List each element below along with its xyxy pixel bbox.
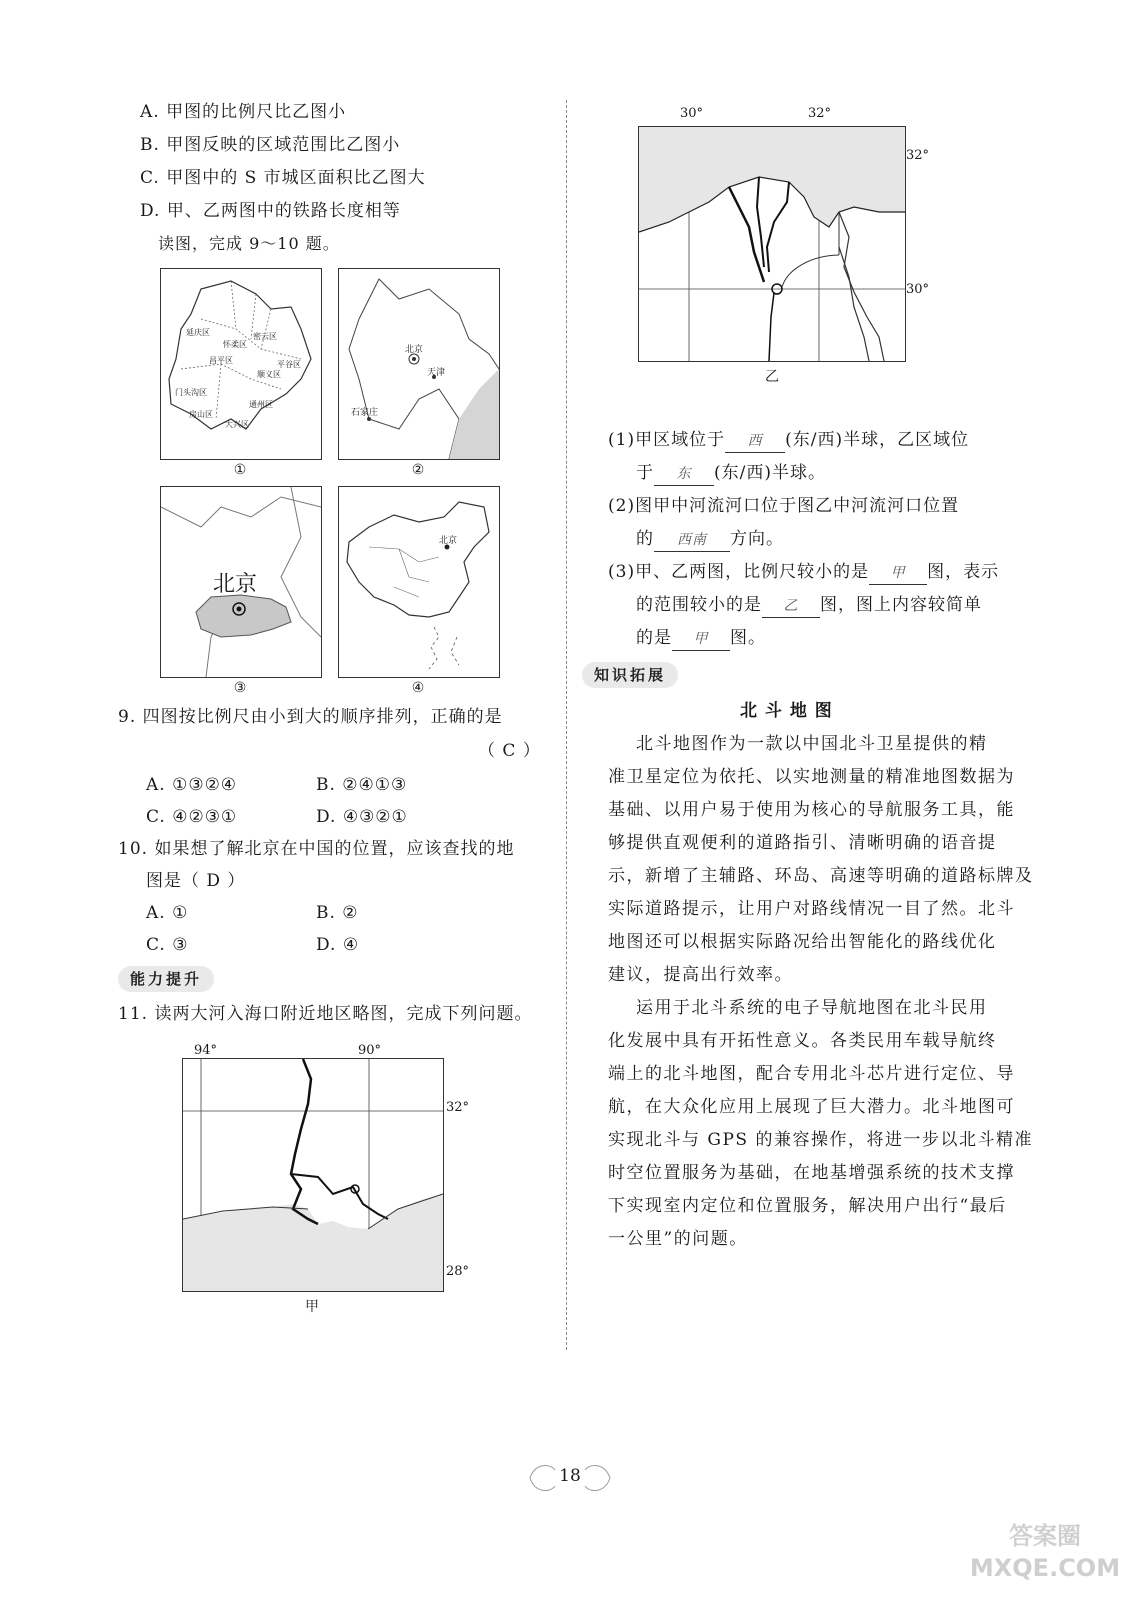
map-1-label: ① bbox=[233, 462, 247, 478]
section-knowledge-banner: 知识拓展 bbox=[582, 662, 678, 688]
district-fangshan: 房山区 bbox=[189, 410, 213, 419]
map-jia-lon-left: 94° bbox=[194, 1043, 218, 1058]
watermark: 答案圈 MXQE.COM bbox=[969, 1522, 1121, 1582]
page-number: 18 bbox=[559, 1466, 581, 1486]
q11-part-3-text-e: 的是 bbox=[636, 628, 672, 648]
q11-part-1-text-d: (东/西)半球。 bbox=[714, 463, 826, 483]
district-huairou: 怀柔区 bbox=[223, 340, 247, 349]
map-3-city-name: 北京 bbox=[213, 572, 258, 597]
article-title: 北 斗 地 图 bbox=[740, 701, 833, 721]
district-miyun: 密云区 bbox=[253, 332, 277, 341]
article-line-13: 实现北斗与 GPS 的兼容操作，将进一步以北斗精准 bbox=[608, 1130, 1033, 1150]
map-4-beijing: 北京 bbox=[439, 536, 458, 546]
district-tongzhou: 通州区 bbox=[249, 400, 273, 409]
q11-part-3-line-3 bbox=[636, 627, 766, 651]
place-shijiazhuang: 石家庄 bbox=[351, 408, 379, 418]
q9-option-b: B. ②④①③ bbox=[316, 775, 408, 795]
article-line-8: 建议，提高出行效率。 bbox=[608, 965, 793, 985]
article-line-1: 北斗地图作为一款以中国北斗卫星提供的精 bbox=[636, 734, 988, 754]
map-yi-lat-bottom: 30° bbox=[906, 282, 930, 297]
q11-part-1-line-1 bbox=[608, 429, 969, 453]
map-jia-lat-top: 32° bbox=[446, 1100, 470, 1115]
q10-option-d: D. ④ bbox=[316, 935, 360, 955]
column-divider bbox=[566, 100, 567, 1350]
q11-stem: 11. 读两大河入海口附近地区略图，完成下列问题。 bbox=[118, 1004, 533, 1024]
q8-option-b: B. 甲图反映的区域范围比乙图小 bbox=[140, 135, 401, 155]
district-pinggu: 平谷区 bbox=[277, 360, 301, 369]
map-4-label: ④ bbox=[411, 680, 425, 696]
q9-option-a: A. ①③②④ bbox=[146, 775, 238, 795]
map-yi-caption: 乙 bbox=[765, 369, 779, 385]
place-beijing: 北京 bbox=[405, 345, 424, 355]
article-line-4: 够提供直观便利的道路指引、清晰明确的语音提 bbox=[608, 833, 997, 853]
map-yi-river-mouth bbox=[638, 126, 906, 362]
q11-part-2-answer: 西南 bbox=[654, 529, 730, 552]
article-line-12: 航，在大众化应用上展现了巨大潜力。北斗地图可 bbox=[608, 1097, 1015, 1117]
article-line-10: 化发展中具有开拓性意义。各类民用车载导航终 bbox=[608, 1031, 997, 1051]
q11-part-1-line-2 bbox=[636, 462, 826, 486]
map-2-label: ② bbox=[411, 462, 425, 478]
q10-option-c: C. ③ bbox=[146, 935, 189, 955]
map-jia-river-mouth bbox=[182, 1058, 444, 1292]
q10-stem-2: 图是（ D ） bbox=[146, 871, 246, 891]
article-line-2: 准卫星定位为依托、以实地测量的精准地图数据为 bbox=[608, 767, 1015, 787]
map-yi-lon-right: 32° bbox=[808, 106, 832, 121]
q9-option-d: D. ④③②① bbox=[316, 807, 408, 827]
q11-part-3-answer-2: 乙 bbox=[762, 595, 820, 618]
article-line-9: 运用于北斗系统的电子导航地图在北斗民用 bbox=[636, 998, 988, 1018]
q11-part-1-answer-2: 东 bbox=[654, 463, 714, 486]
map-1-beijing-districts bbox=[160, 268, 322, 460]
read-intro: 读图，完成 9～10 题。 bbox=[158, 234, 340, 253]
q9-stem: 9. 四图按比例尺由小到大的顺序排列，正确的是 bbox=[118, 707, 503, 727]
page-number-ornament bbox=[520, 1458, 620, 1498]
q11-part-3-answer-1: 甲 bbox=[869, 562, 927, 585]
q11-part-2-text-c: 方向。 bbox=[730, 529, 784, 549]
map-jia-caption: 甲 bbox=[305, 1299, 319, 1315]
map-yi-lat-top: 32° bbox=[906, 148, 930, 163]
article-line-16: 一公里”的问题。 bbox=[608, 1229, 748, 1249]
q10-option-b: B. ② bbox=[316, 903, 359, 923]
q11-part-1-text-a: (1)甲区域位于 bbox=[608, 430, 726, 450]
q8-option-a: A. 甲图的比例尺比乙图小 bbox=[140, 102, 347, 122]
q11-part-1-answer-1: 西 bbox=[725, 430, 785, 453]
place-tianjin: 天津 bbox=[427, 368, 446, 378]
map-jia-lat-bottom: 28° bbox=[446, 1264, 470, 1279]
q10-stem: 10. 如果想了解北京在中国的位置，应该查找的地 bbox=[118, 839, 515, 859]
q11-part-1-text-c: 于 bbox=[636, 463, 654, 483]
map-jia-lon-right: 90° bbox=[358, 1043, 382, 1058]
q9-answer: （ C ） bbox=[478, 741, 541, 761]
q9-option-c: C. ④②③① bbox=[146, 807, 238, 827]
q11-part-2-line-2 bbox=[636, 528, 784, 552]
district-changping: 昌平区 bbox=[209, 356, 233, 365]
q8-option-d: D. 甲、乙两图中的铁路长度相等 bbox=[140, 201, 401, 221]
district-shunyi: 顺义区 bbox=[257, 370, 281, 379]
q8-option-c: C. 甲图中的 S 市城区面积比乙图大 bbox=[140, 168, 426, 188]
q11-part-3-text-c: 的范围较小的是 bbox=[636, 595, 762, 615]
q11-part-2-line-1: (2)图甲中河流河口位于图乙中河流河口位置 bbox=[608, 496, 960, 516]
article-line-11: 端上的北斗地图，配合专用北斗芯片进行定位、导 bbox=[608, 1064, 1015, 1084]
q11-part-3-text-b: 图，表示 bbox=[927, 562, 1000, 582]
district-daxing: 大兴区 bbox=[225, 420, 249, 429]
q11-part-3-text-a: (3)甲、乙两图，比例尺较小的是 bbox=[608, 562, 870, 582]
map-3-label: ③ bbox=[233, 680, 247, 696]
map-4-china bbox=[338, 486, 500, 678]
q11-part-3-text-f: 图。 bbox=[730, 628, 766, 648]
section-ability-banner: 能力提升 bbox=[118, 966, 214, 992]
district-yanqing: 延庆区 bbox=[186, 328, 210, 337]
q11-part-3-answer-3: 甲 bbox=[672, 628, 730, 651]
q11-part-3-text-d: 图，图上内容较简单 bbox=[820, 595, 982, 615]
article-line-14: 时空位置服务为基础，在地基增强系统的技术支撑 bbox=[608, 1163, 1015, 1183]
district-mentougou: 门头沟区 bbox=[175, 388, 207, 397]
q11-part-3-line-1 bbox=[608, 561, 999, 585]
map-2-beijing-region bbox=[338, 268, 500, 460]
article-line-7: 地图还可以根据实际路况给出智能化的路线优化 bbox=[608, 932, 997, 952]
q11-part-1-text-b: (东/西)半球，乙区域位 bbox=[785, 430, 970, 450]
map-3-beijing-city bbox=[160, 486, 322, 678]
map-yi-lon-left: 30° bbox=[680, 106, 704, 121]
article-line-3: 基础、以用户易于使用为核心的导航服务工具，能 bbox=[608, 800, 1015, 820]
q11-part-3-line-2 bbox=[636, 594, 982, 618]
article-line-15: 下实现室内定位和位置服务，解决用户出行“最后 bbox=[608, 1196, 1007, 1216]
q10-option-a: A. ① bbox=[146, 903, 189, 923]
article-line-6: 实际道路提示，让用户对路线情况一目了然。北斗 bbox=[608, 899, 1015, 919]
q11-part-2-text-b: 的 bbox=[636, 529, 654, 549]
article-line-5: 示，新增了主辅路、环岛、高速等明确的道路标牌及 bbox=[608, 866, 1034, 886]
